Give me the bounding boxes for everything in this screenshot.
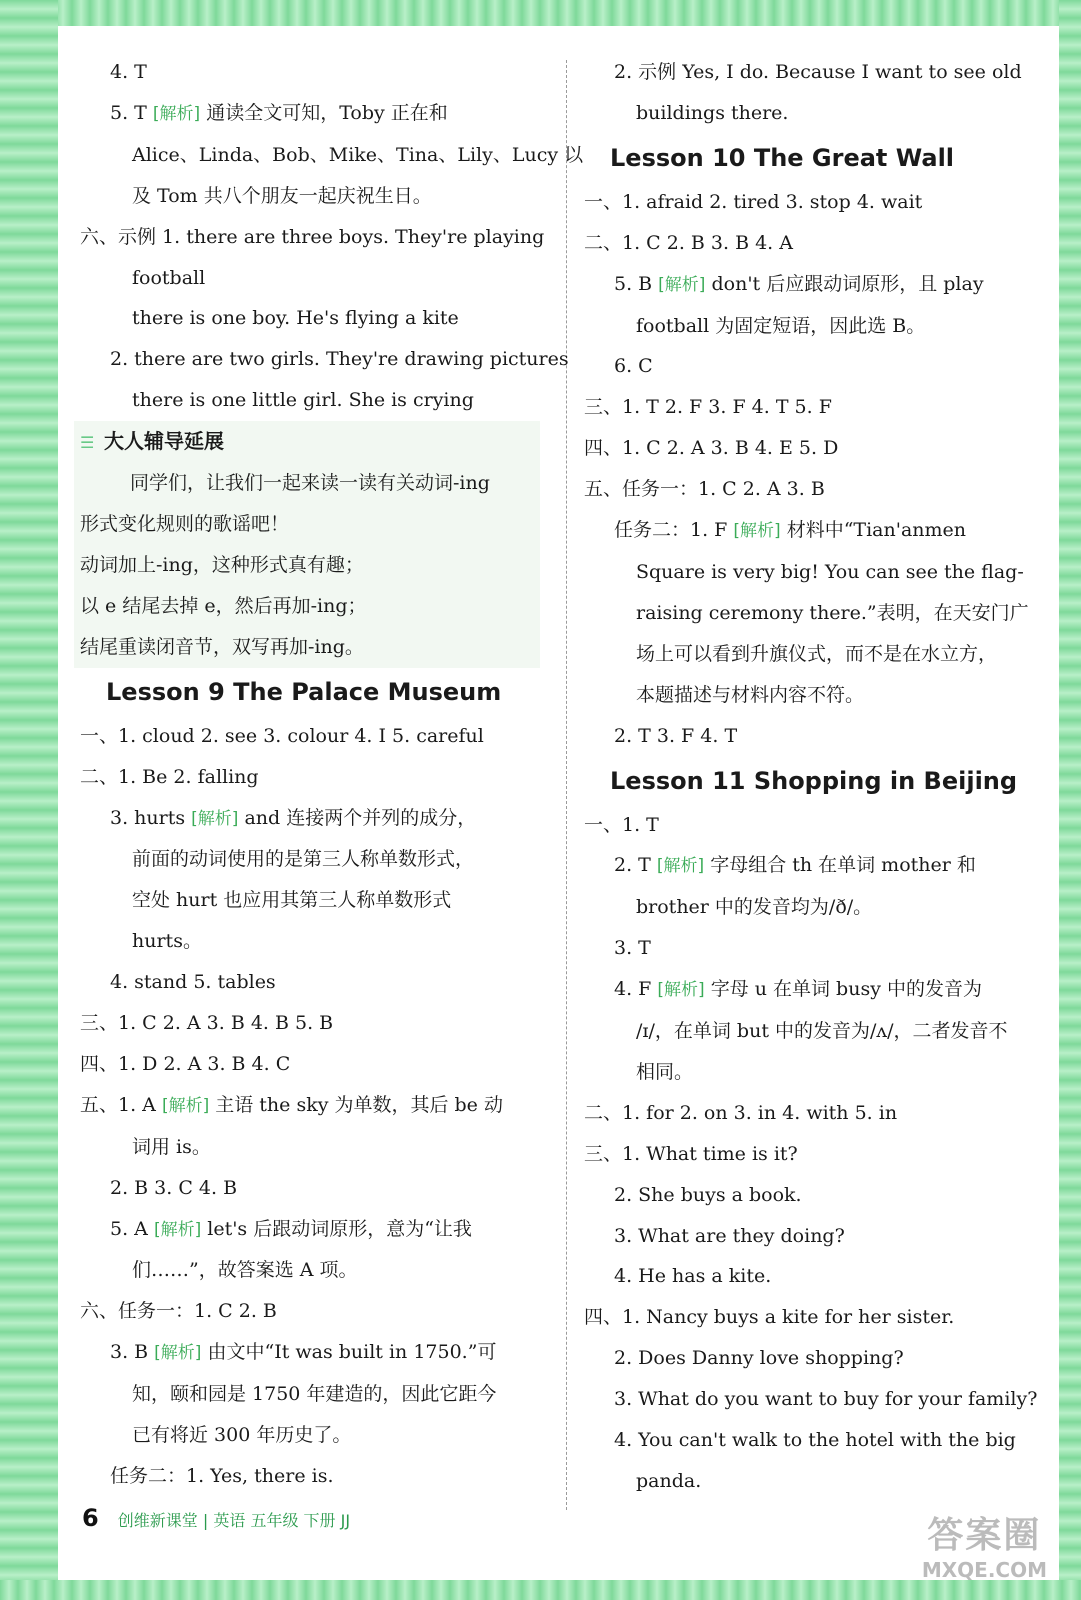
answer-text: 形式变化规则的歌谣吧！ [80, 513, 290, 536]
page-border-bottom [0, 1580, 1081, 1600]
answer-text: 六、任务一：1. C 2. B [80, 1300, 277, 1323]
answer-line [80, 52, 540, 93]
answer-text: there is one boy. He's flying a kite [132, 307, 459, 330]
page-border-left [0, 0, 58, 1600]
answer-text: 词用 is。 [132, 1135, 211, 1158]
answer-line [584, 387, 1054, 428]
answer-line [80, 1456, 540, 1497]
answer-text: 及 Tom 共八个朋友一起庆祝生日。 [132, 184, 432, 207]
answer-line [80, 962, 540, 1003]
answer-line [584, 428, 1054, 469]
answer-text: 动词加上-ing，这种形式真有趣； [80, 553, 364, 576]
answer-line [80, 339, 569, 380]
analysis-text: 字母 u 在单词 busy 中的发音为 [704, 978, 982, 1001]
answer-line [80, 1003, 540, 1044]
page-border-right [1059, 0, 1081, 1600]
column-divider [566, 60, 567, 1510]
answer-line [80, 1085, 540, 1127]
analysis-text: 材料中“Tian'anmen [780, 519, 967, 542]
answer-line [584, 1175, 1054, 1216]
lesson-heading: Lesson 10 The Great Wall [610, 143, 955, 172]
analysis-text: let's 后跟动词原形，意为“让我 [201, 1217, 472, 1240]
answer-text: 4. T [110, 61, 147, 83]
analysis-text: 字母组合 th 在单词 mother 和 [704, 854, 976, 877]
answer-text: 4. He has a kite. [614, 1265, 772, 1288]
answer-text: 知，颐和园是 1750 年建造的，因此它距今 [132, 1383, 497, 1406]
answer-text: 四、1. Nancy buys a kite for her sister. [584, 1306, 955, 1329]
answer-text: 4. You can't walk to the hotel with the big [614, 1429, 1016, 1452]
answer-line [584, 593, 1054, 634]
answer-line [584, 928, 1054, 969]
answer-line [74, 504, 540, 545]
right-column [584, 52, 1054, 1502]
answer-line [584, 1216, 1054, 1257]
answer-text: 相同。 [636, 1060, 694, 1083]
answer-line [584, 969, 1054, 1011]
answer-text: 们……”，故答案选 A 项。 [132, 1259, 358, 1282]
watermark-line1: 答案圈 [927, 1515, 1042, 1556]
answer-text: /ɪ/，在单词 but 中的发音为/ʌ/，二者发音不 [636, 1020, 1008, 1043]
answer-line [584, 93, 1054, 134]
answer-line [584, 346, 1054, 387]
answer-line [80, 1415, 540, 1456]
answer-line [80, 798, 540, 840]
answer-line [584, 510, 1054, 552]
answer-text: 任务二：1. Yes, there is. [110, 1465, 334, 1487]
answer-line [584, 306, 1054, 347]
answer-text: there is one little girl. She is crying [132, 389, 474, 412]
left-column [80, 52, 584, 1497]
answer-text: 以 e 结尾去掉 e，然后再加-ing； [80, 594, 367, 617]
watermark-logo [922, 1507, 1047, 1582]
answer-line [584, 1297, 1054, 1338]
answer-line [80, 757, 540, 798]
watermark-line2: MXQE.COM [921, 1558, 1047, 1582]
answer-text: 2. T [614, 854, 657, 877]
answer-line [584, 887, 1054, 928]
answer-text: 空处 hurt 也应用其第三人称单数形式 [132, 889, 452, 912]
answer-line [80, 135, 584, 176]
answer-line [80, 921, 540, 962]
answer-line [584, 1052, 1054, 1093]
analysis-tag: [解析] [656, 856, 705, 877]
answer-text: 4. stand 5. tables [110, 971, 276, 994]
answer-line [584, 223, 1054, 264]
page-border-top [0, 0, 1081, 26]
answer-line [584, 264, 1054, 306]
answer-line [584, 1461, 1054, 1502]
analysis-tag: [解析] [161, 1095, 210, 1116]
answer-line [80, 1168, 540, 1209]
answer-line [80, 1044, 540, 1085]
answer-line [80, 1332, 540, 1374]
answer-text: 3. T [614, 937, 651, 960]
answer-text: 2. Does Danny love shopping? [614, 1347, 904, 1370]
answer-text: 4. F [614, 978, 658, 1001]
answer-line [80, 839, 540, 880]
answer-line [74, 545, 540, 586]
answer-text: Square is very big! You can see the flag- [636, 560, 1024, 583]
answer-text: hurts。 [132, 930, 202, 953]
analysis-tag: [解析] [657, 980, 705, 1001]
analysis-tag: [解析] [658, 274, 706, 295]
answer-line [584, 552, 1054, 593]
answer-line [584, 1379, 1054, 1420]
answer-text: Alice、Linda、Bob、Mike、Tina、Lily、Lucy 以 [132, 143, 584, 166]
answer-text: 2. 示例 Yes, I do. Because I want to see old [614, 61, 1022, 83]
answer-text: 五、任务一：1. C 2. A 3. B [584, 478, 825, 501]
tutor-lines-icon: ☰ [80, 433, 95, 453]
answer-line [80, 1209, 540, 1251]
answer-text: 已有将近 300 年历史了。 [132, 1424, 352, 1447]
answer-text: 二、1. C 2. B 3. B 4. A [584, 231, 793, 254]
answer-line [80, 176, 540, 217]
answer-line [584, 675, 1054, 716]
page-footer [82, 1504, 350, 1532]
answer-text: 三、1. What time is it? [584, 1142, 798, 1165]
answer-line [80, 1250, 540, 1291]
answer-line [74, 586, 540, 627]
answer-text: 5. A [110, 1217, 154, 1240]
answer-text: 六、示例 1. there are three boys. They're playing [80, 225, 545, 248]
answer-text: football [132, 266, 206, 289]
answer-line [74, 627, 540, 668]
answer-text: 2. there are two girls. They're drawing pictures [110, 348, 569, 371]
answer-line [584, 845, 1054, 887]
answer-line [80, 298, 540, 339]
answer-text: 前面的动词使用的是第三人称单数形式， [132, 848, 475, 871]
answer-line [80, 93, 540, 135]
answer-text: 同学们，让我们一起来读一读有关动词-ing [130, 472, 490, 495]
answer-text: 3. B [110, 1341, 155, 1364]
answer-text: 3. What are they doing? [614, 1224, 845, 1247]
answer-text: 任务二：1. F [614, 519, 734, 542]
answer-text: 2. B 3. C 4. B [110, 1176, 238, 1199]
answer-text: 2. T 3. F 4. T [614, 724, 738, 747]
answer-text: 二、1. Be 2. falling [80, 765, 259, 788]
answer-text: 一、1. T [584, 813, 659, 836]
answer-text: buildings there. [636, 101, 789, 124]
answer-text: 五、1. A [80, 1093, 162, 1116]
analysis-tag: [解析] [153, 1219, 202, 1240]
answer-line [584, 469, 1054, 510]
answer-line [80, 258, 540, 299]
analysis-text: and 连接两个并列的成分， [238, 806, 477, 829]
answer-text: 6. C [614, 355, 653, 378]
lesson-heading: Lesson 11 Shopping in Beijing [610, 766, 1018, 795]
answer-line [80, 380, 540, 421]
answer-text: 3. hurts [110, 806, 192, 829]
footer-text: 创维新课堂 | 英语 五年级 下册 JJ [117, 1511, 351, 1530]
answer-text: 四、1. C 2. A 3. B 4. E 5. D [584, 437, 839, 460]
answer-text: 5. T [110, 101, 153, 124]
answer-line [80, 1374, 540, 1415]
analysis-text: 主语 the sky 为单数，其后 be 动 [209, 1093, 503, 1116]
tutor-section-title [74, 421, 540, 463]
answer-line [584, 52, 1054, 93]
answer-line [74, 463, 540, 504]
answer-text: 一、1. cloud 2. see 3. colour 4. I 5. careful [80, 724, 484, 747]
analysis-tag: [解析] [154, 1343, 202, 1364]
answer-text: 场上可以看到升旗仪式，而不是在水立方， [636, 642, 998, 665]
answer-text: 本题描述与材料内容不符。 [636, 683, 865, 706]
analysis-tag: [解析] [733, 521, 781, 542]
answer-text: raising ceremony there.”表明，在天安门广 [636, 601, 1029, 624]
answer-text: 2. She buys a book. [614, 1183, 802, 1206]
answer-line [584, 716, 1054, 757]
analysis-text: 通读全文可知，Toby 正在和 [200, 101, 448, 124]
answer-line [584, 1093, 1054, 1134]
answer-text: brother 中的发音均为/ð/。 [636, 896, 873, 919]
answer-line [584, 805, 1054, 846]
analysis-tag: [解析] [152, 103, 201, 124]
answer-text: panda. [636, 1470, 702, 1492]
lesson-heading: Lesson 9 The Palace Museum [106, 677, 502, 706]
answer-line [80, 217, 545, 258]
answer-line [584, 1011, 1054, 1052]
page-number: 6 [82, 1504, 99, 1532]
answer-line [80, 880, 540, 921]
answer-text: 四、1. D 2. A 3. B 4. C [80, 1052, 291, 1075]
answer-line [80, 716, 540, 757]
tutor-title-text: 大人辅导延展 [104, 429, 224, 454]
answer-line [584, 182, 1054, 223]
answer-line [584, 1420, 1054, 1461]
answer-text: 3. What do you want to buy for your family? [614, 1388, 1038, 1411]
answer-text: 5. B [614, 272, 659, 295]
answer-text: 结尾重读闭音节，双写再加-ing。 [80, 635, 364, 658]
analysis-text: 由文中“It was built in 1750.”可 [201, 1341, 497, 1364]
answer-text: 三、1. T 2. F 3. F 4. T 5. F [584, 396, 832, 419]
answer-text: 三、1. C 2. A 3. B 4. B 5. B [80, 1012, 334, 1035]
answer-text: football 为固定短语，因此选 B。 [636, 314, 926, 337]
answer-line [584, 1338, 1054, 1379]
answer-line [584, 634, 1054, 675]
answer-text: 二、1. for 2. on 3. in 4. with 5. in [584, 1101, 898, 1124]
answer-line [584, 1134, 1054, 1175]
analysis-tag: [解析] [191, 808, 239, 829]
answer-line [80, 1291, 540, 1332]
answer-line [80, 1127, 540, 1168]
analysis-text: don't 后应跟动词原形，且 play [705, 272, 984, 295]
answer-text: 一、1. afraid 2. tired 3. stop 4. wait [584, 190, 923, 213]
answer-line [584, 1256, 1054, 1297]
